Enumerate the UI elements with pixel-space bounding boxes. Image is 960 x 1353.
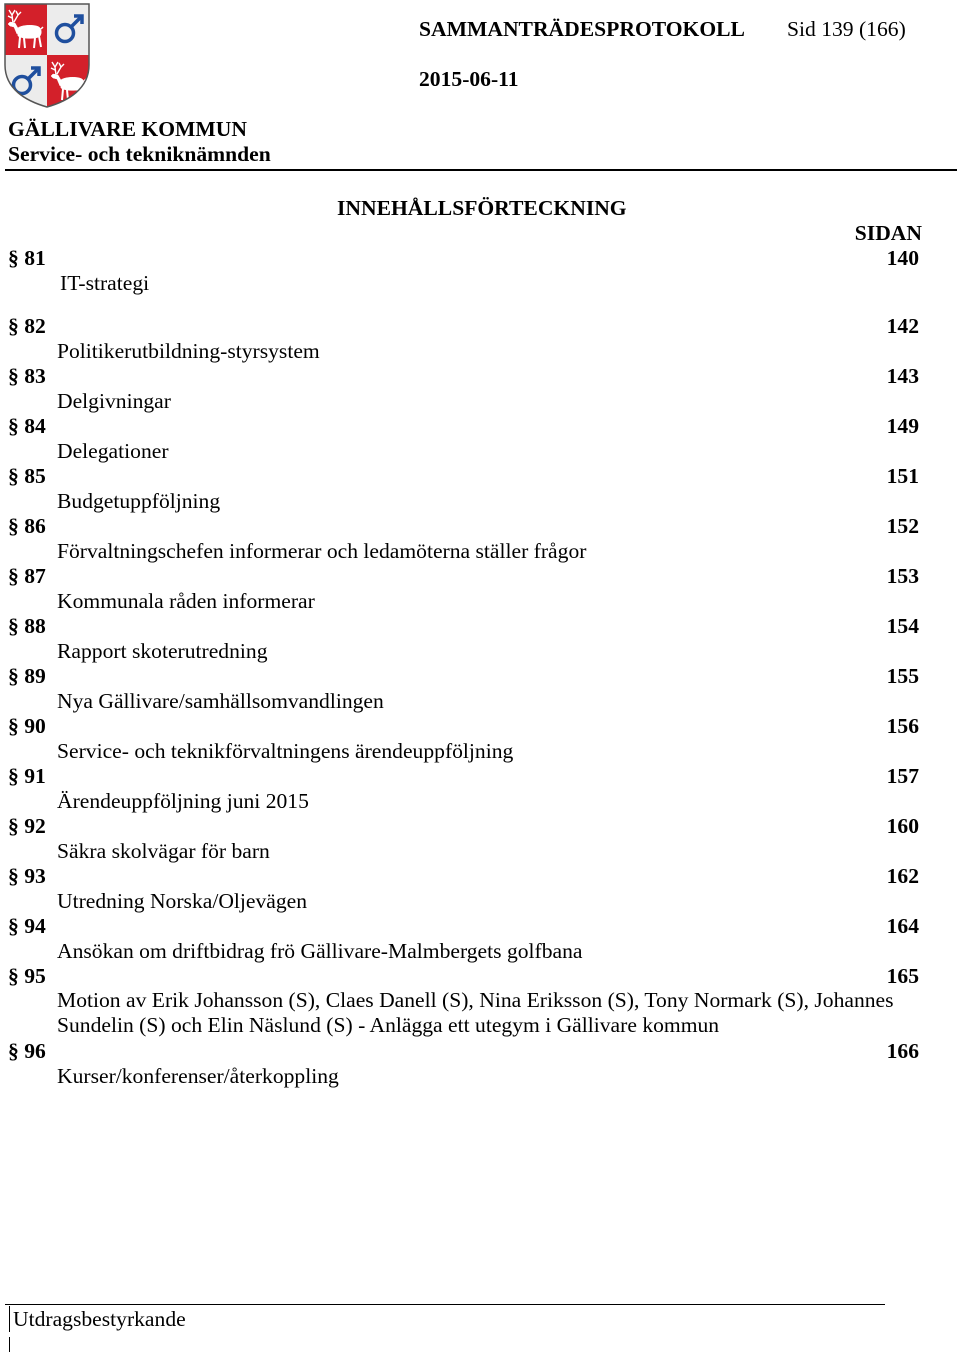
section-number: § 95 bbox=[8, 964, 46, 988]
section-number: § 89 bbox=[8, 664, 46, 688]
page-number: 151 bbox=[886, 464, 919, 488]
section-title: Utredning Norska/Oljevägen bbox=[57, 889, 308, 913]
section-number: § 90 bbox=[8, 714, 46, 738]
section-title: Kurser/konferenser/återkoppling bbox=[57, 1064, 339, 1088]
section-title: Ansökan om driftbidrag frö Gällivare-Malmbergets golfbana bbox=[57, 939, 583, 963]
page-number: 140 bbox=[886, 246, 919, 270]
footer-divider bbox=[5, 1304, 885, 1305]
section-number: § 82 bbox=[8, 314, 46, 338]
page-number: 154 bbox=[886, 614, 919, 638]
toc-page-column-label: SIDAN bbox=[854, 221, 922, 245]
section-number: § 93 bbox=[8, 864, 46, 888]
section-number: § 84 bbox=[8, 414, 46, 438]
toc-heading: INNEHÅLLSFÖRTECKNING bbox=[337, 196, 627, 220]
page-indicator: Sid 139 (166) bbox=[787, 17, 906, 41]
section-number: § 91 bbox=[8, 764, 46, 788]
page-number: 142 bbox=[886, 314, 919, 338]
section-title: Förvaltningschefen informerar och ledamöterna ställer frågor bbox=[57, 539, 587, 563]
document-title: SAMMANTRÄDESPROTOKOLL bbox=[419, 17, 745, 41]
page-number: 160 bbox=[886, 814, 919, 838]
organization-name: GÄLLIVARE KOMMUN bbox=[8, 117, 247, 141]
section-title: Budgetuppföljning bbox=[57, 489, 221, 513]
page-number: 149 bbox=[886, 414, 919, 438]
header-divider bbox=[5, 169, 957, 171]
section-title: Service- och teknikförvaltningens ärendeuppföljning bbox=[57, 739, 514, 763]
section-number: § 87 bbox=[8, 564, 46, 588]
section-number: § 92 bbox=[8, 814, 46, 838]
section-title: Delegationer bbox=[57, 439, 169, 463]
certification-label: Utdragsbestyrkande bbox=[13, 1307, 186, 1331]
page-number: 155 bbox=[886, 664, 919, 688]
section-number: § 86 bbox=[8, 514, 46, 538]
section-number: § 85 bbox=[8, 464, 46, 488]
footer-cell-border bbox=[9, 1306, 10, 1332]
section-number: § 88 bbox=[8, 614, 46, 638]
section-title: Säkra skolvägar för barn bbox=[57, 839, 270, 863]
page-number: 162 bbox=[886, 864, 919, 888]
section-title: Politikerutbildning-styrsystem bbox=[57, 339, 320, 363]
committee-name: Service- och tekniknämnden bbox=[8, 142, 271, 166]
page-number: 143 bbox=[886, 364, 919, 388]
page-number: 164 bbox=[886, 914, 919, 938]
footer-cell-border bbox=[9, 1337, 10, 1352]
page-number: 166 bbox=[886, 1039, 919, 1063]
page-number: 165 bbox=[886, 964, 919, 988]
coat-of-arms-icon bbox=[4, 3, 90, 108]
page-number: 152 bbox=[886, 514, 919, 538]
section-title: Ärendeuppföljning juni 2015 bbox=[57, 789, 309, 813]
section-number: § 96 bbox=[8, 1039, 46, 1063]
shield-quarter-3 bbox=[4, 55, 47, 108]
section-number: § 83 bbox=[8, 364, 46, 388]
page-number: 157 bbox=[886, 764, 919, 788]
section-title: Motion av Erik Johansson (S), Claes Danell (S), Nina Eriksson (S), Tony Normark (S), Johannes Sundelin (S) och Elin Näslund (S) - Anlägga ett utegym i Gällivare kommun bbox=[57, 988, 894, 1037]
section-title: Rapport skoterutredning bbox=[57, 639, 268, 663]
shield-quarter-2 bbox=[47, 3, 90, 55]
section-title: Kommunala råden informerar bbox=[57, 589, 315, 613]
section-number: § 94 bbox=[8, 914, 46, 938]
section-title: Nya Gällivare/samhällsomvandlingen bbox=[57, 689, 384, 713]
page-number: 153 bbox=[886, 564, 919, 588]
section-number: § 81 bbox=[8, 246, 46, 270]
meeting-date: 2015-06-11 bbox=[419, 67, 519, 91]
section-title: Delgivningar bbox=[57, 389, 171, 413]
page-number: 156 bbox=[886, 714, 919, 738]
section-title: IT-strategi bbox=[60, 271, 150, 295]
